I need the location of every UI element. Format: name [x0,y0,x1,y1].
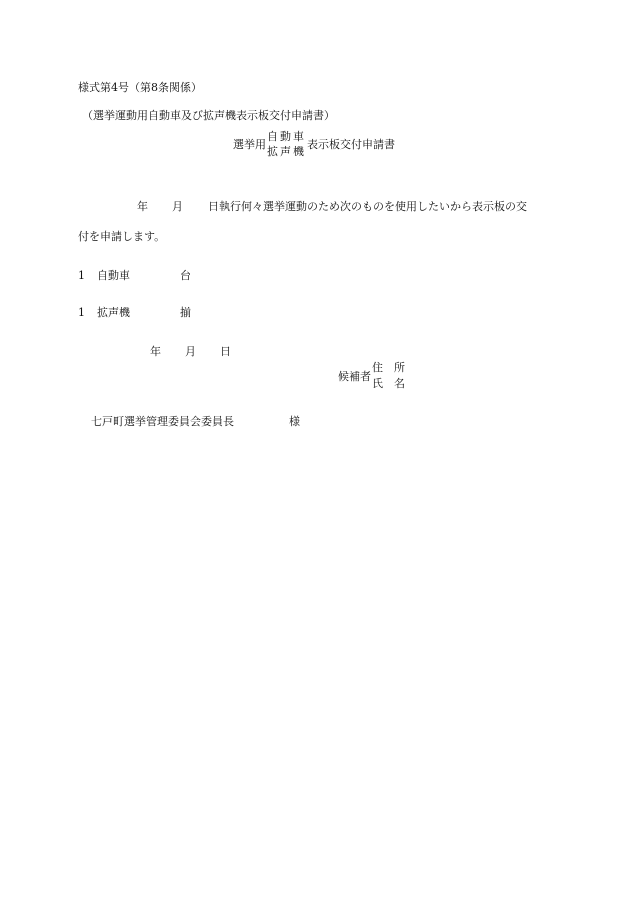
document-title-prefix: 選挙用 [233,138,266,151]
candidate-address-label: 住 所 [372,361,405,374]
candidate-fields [372,362,405,389]
addressee-honorific: 様 [289,415,300,428]
document-title-stack [267,131,306,157]
item-number-loudspeaker: 1 [78,306,85,319]
item-number-vehicle: 1 [78,269,85,282]
candidate-name-label: 氏 名 [372,377,405,390]
date-year: 年 [150,345,161,358]
form-subtitle: （選挙運動用自動車及び拡声機表示板交付申請書） [82,109,335,122]
item-name-vehicle: 自動車 [97,269,130,282]
addressee-committee: 七戸町選挙管理委員会委員長 [91,415,234,428]
item-unit-vehicle: 台 [180,269,191,282]
form-number: 様式第4号（第8条関係） [78,81,202,94]
item-name-loudspeaker: 拡声機 [97,306,130,319]
item-unit-loudspeaker: 揃 [180,306,191,319]
candidate-label: 候補者 [338,370,371,383]
date-day: 日 [220,345,231,358]
body-line-2: 付を申請します。 [78,230,166,243]
title-stack-top: 自動車 [267,130,306,143]
body-line-1: 日執行何々選挙運動のため次のものを使用したいから表示板の交 [208,200,527,213]
title-stack-bottom: 拡声機 [267,145,306,158]
body-month-label: 月 [172,200,183,213]
document-title-suffix: 表示板交付申請書 [307,138,395,151]
date-month: 月 [185,345,196,358]
body-year-label: 年 [137,200,148,213]
